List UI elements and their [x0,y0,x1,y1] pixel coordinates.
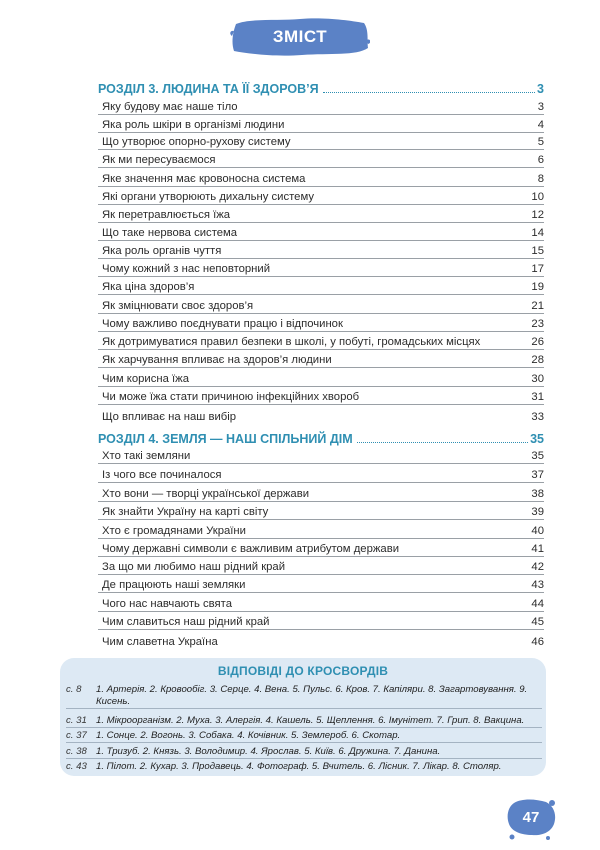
toc-entry[interactable] [98,172,544,187]
entry-page: 38 [531,488,544,500]
entry-page: 41 [531,543,544,555]
crossword-answers-box [60,658,546,776]
entry-label: Із чого все починалося [102,469,222,481]
entry-page: 40 [531,525,544,537]
entry-label: Чим корисна їжа [102,373,189,385]
entry-label: Яка роль шкіри в організмі людини [102,119,285,131]
toc-entry[interactable] [98,262,544,277]
toc-entry[interactable] [98,100,544,115]
answer-page-ref: с. 8 [66,684,82,695]
toc-entry[interactable] [98,208,544,223]
entry-label: Чого нас навчають свята [102,598,232,610]
toc-entry[interactable] [98,634,544,649]
entry-label: За що ми любимо наш рідний край [102,561,286,573]
entry-page: 31 [531,391,544,403]
entry-label: Як харчування впливає на здоров’я людини [102,354,332,366]
entry-page: 8 [537,173,544,185]
entry-page: 28 [531,354,544,366]
toc-entry[interactable] [98,244,544,259]
section-page: 3 [537,82,544,96]
answer-page-ref: с. 31 [66,715,87,726]
page-number: 47 [522,808,540,826]
toc-entry[interactable] [98,560,544,575]
toc-entry[interactable] [98,487,544,502]
entry-page: 3 [537,101,544,113]
toc-entry[interactable] [98,597,544,612]
answer-page-ref: с. 37 [66,730,87,741]
toc-entry[interactable] [98,353,544,368]
toc-entry[interactable] [98,335,544,350]
entry-page: 23 [531,318,544,330]
entry-label: Що таке нервова система [102,227,238,239]
toc-entry[interactable] [98,280,544,295]
entry-page: 15 [531,245,544,257]
entry-label: Як перетравлюється їжа [102,209,231,221]
toc-entry[interactable] [98,190,544,205]
answer-text: 1. Сонце. 2. Вогонь. 3. Собака. 4. Кочівник. 5. Землероб. 6. Скотар. [96,730,401,741]
entry-label: Чи може їжа стати причиною інфекційних хвороб [102,391,360,403]
entry-page: 44 [531,598,544,610]
answer-text: 1. Артерія. 2. Кровообіг. 3. Серце. 4. Вена. 5. Пульс. 6. Кров. 7. Капіляри. 8. Загартовування. 9. Кисень. [96,684,528,707]
entry-label: Хто вони — творці української держави [102,488,310,500]
toc-entry[interactable] [98,524,544,539]
entry-page: 5 [537,136,544,148]
answers-title: ВІДПОВІДІ ДО КРОСВОРДІВ [217,664,389,678]
entry-page: 19 [531,281,544,293]
answer-row [66,730,542,743]
entry-page: 37 [531,469,544,481]
section-title: РОЗДІЛ 3. ЛЮДИНА ТА ЇЇ ЗДОРОВ’Я [98,82,319,96]
toc-entry[interactable] [98,505,544,520]
toc-entry[interactable] [98,135,544,150]
entry-page: 6 [537,154,544,166]
toc-entry[interactable] [98,153,544,168]
entry-page: 45 [531,616,544,628]
toc-entry[interactable] [98,468,544,483]
entry-label: Яка роль органів чуття [102,245,222,257]
dot-leader [357,442,528,443]
toc-entry[interactable] [98,449,544,464]
entry-page: 46 [531,636,544,648]
toc-entry[interactable] [98,542,544,557]
entry-label: Як ми пересуваємося [102,154,216,166]
answer-row [66,684,542,709]
answer-page-ref: с. 43 [66,761,87,772]
entry-label: Хто такі земляни [102,450,191,462]
toc-entry[interactable] [98,409,544,424]
entry-label: Хто є громадянами України [102,525,246,537]
entry-label: Чому державні символи є важливим атрибутом держави [102,543,400,555]
entry-label: Яке значення має кровоносна система [102,173,306,185]
section-heading[interactable] [98,81,544,96]
answer-row [66,715,542,728]
entry-label: Де працюють наші земляки [102,579,246,591]
page-title: ЗМІСТ [272,27,328,46]
entry-page: 10 [531,191,544,203]
entry-label: Що утворює опорно-рухову систему [102,136,291,148]
entry-page: 17 [531,263,544,275]
toc-entry[interactable] [98,118,544,133]
entry-label: Чому важливо поєднувати працю і відпочинок [102,318,343,330]
entry-page: 39 [531,506,544,518]
entry-page: 14 [531,227,544,239]
entry-page: 35 [531,450,544,462]
section-title: РОЗДІЛ 4. ЗЕМЛЯ — НАШ СПІЛЬНИЙ ДІМ [98,432,353,446]
entry-label: Яка ціна здоров’я [102,281,195,293]
entry-label: Чому кожний з нас неповторний [102,263,271,275]
entry-page: 26 [531,336,544,348]
entry-label: Які органи утворюють дихальну систему [102,191,315,203]
answer-text: 1. Тризуб. 2. Князь. 3. Володимир. 4. Ярослав. 5. Київ. 6. Дружина. 7. Данина. [96,746,441,757]
section-heading[interactable] [98,431,544,446]
answer-page-ref: с. 38 [66,746,87,757]
dot-leader [323,92,535,93]
entry-page: 12 [531,209,544,221]
entry-label: Чим славиться наш рідний край [102,616,270,628]
entry-page: 4 [537,119,544,131]
entry-label: Як зміцнювати своє здоров’я [102,300,254,312]
toc-entry[interactable] [98,299,544,314]
answer-text: 1. Мікроорганізм. 2. Муха. 3. Алергія. 4. Кашель. 5. Щеплення. 6. Імунітет. 7. Грип. 8. Вакцина. [96,715,525,726]
entry-label: Як дотримуватися правил безпеки в школі, у побуті, громадських місцях [102,336,481,348]
answer-text: 1. Пілот. 2. Кухар. 3. Продавець. 4. Фотограф. 5. Вчитель. 6. Лісник. 7. Лікар. 8. Столяр. [96,761,502,772]
section-page: 35 [530,432,544,446]
entry-page: 30 [531,373,544,385]
entry-label: Що впливає на наш вибір [102,411,237,423]
toc-entry[interactable] [98,226,544,241]
entry-label: Яку будову має наше тіло [102,101,238,113]
toc-entry[interactable] [98,615,544,630]
entry-page: 33 [531,411,544,423]
entry-page: 42 [531,561,544,573]
toc-entry[interactable] [98,390,544,405]
entry-page: 43 [531,579,544,591]
toc-entry[interactable] [98,372,544,387]
entry-label: Як знайти Україну на карті світу [102,506,269,518]
entry-page: 21 [531,300,544,312]
page-number-badge [504,797,558,841]
toc-entry[interactable] [98,578,544,593]
answer-row [66,761,542,773]
entry-label: Чим славетна Україна [102,636,218,648]
toc-entry[interactable] [98,317,544,332]
answer-row [66,746,542,759]
